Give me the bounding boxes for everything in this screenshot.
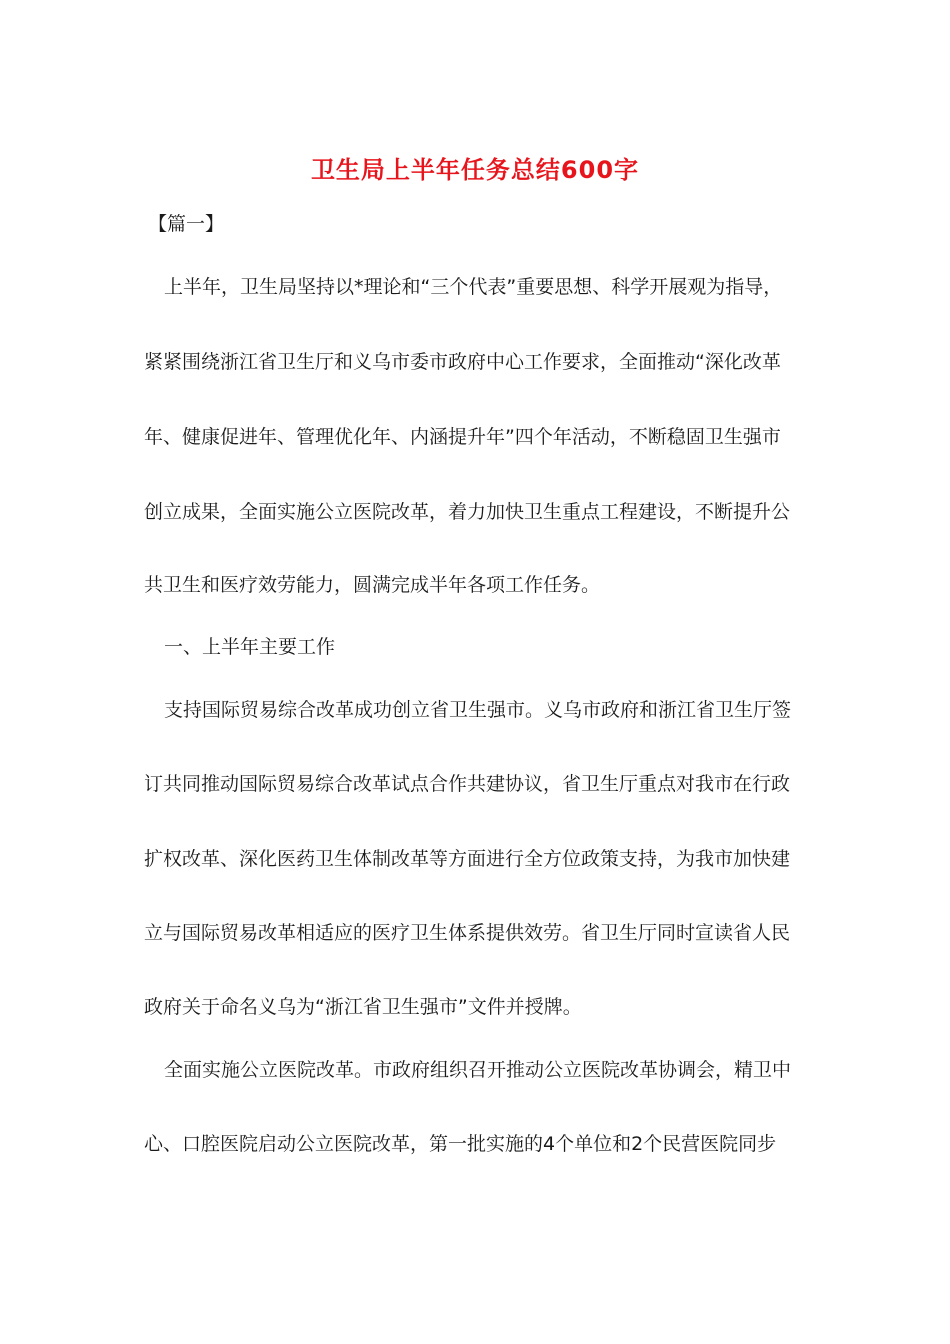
paragraph-line: 共卫生和医疗效劳能力，圆满完成半年各项工作任务。 bbox=[144, 574, 601, 596]
paragraph-line: 年、健康促进年、管理优化年、内涵提升年”四个年活动，不断稳固卫生强市 bbox=[144, 426, 781, 448]
paragraph-line: 全面实施公立医院改革。市政府组织召开推动公立医院改革协调会，精卫中 bbox=[164, 1059, 792, 1081]
section-heading: 一、上半年主要工作 bbox=[164, 636, 336, 658]
paragraph-line: 扩权改革、深化医药卫生体制改革等方面进行全方位政策支持，为我市加快建 bbox=[144, 848, 791, 870]
paragraph-line: 创立成果，全面实施公立医院改革，着力加快卫生重点工程建设，不断提升公 bbox=[144, 501, 791, 523]
paragraph-line: 政府关于命名义乌为“浙江省卫生强市”文件并授牌。 bbox=[144, 996, 582, 1018]
paragraph-line: 上半年，卫生局坚持以*理论和“三个代表”重要思想、科学开展观为指导， bbox=[164, 276, 783, 298]
paragraph-line: 紧紧围绕浙江省卫生厅和义乌市委市政府中心工作要求，全面推动“深化改革 bbox=[144, 351, 781, 373]
document-title: 卫生局上半年任务总结600字 bbox=[310, 156, 640, 184]
paragraph-line: 立与国际贸易改革相适应的医疗卫生体系提供效劳。省卫生厅同时宣读省人民 bbox=[144, 922, 791, 944]
section-label: 【篇一】 bbox=[148, 213, 225, 235]
paragraph-line: 订共同推动国际贸易综合改革试点合作共建协议，省卫生厅重点对我市在行政 bbox=[144, 773, 791, 795]
paragraph-line: 支持国际贸易综合改革成功创立省卫生强市。义乌市政府和浙江省卫生厅签 bbox=[164, 699, 792, 721]
paragraph-line: 心、口腔医院启动公立医院改革，第一批实施的4个单位和2个民营医院同步 bbox=[144, 1133, 777, 1155]
